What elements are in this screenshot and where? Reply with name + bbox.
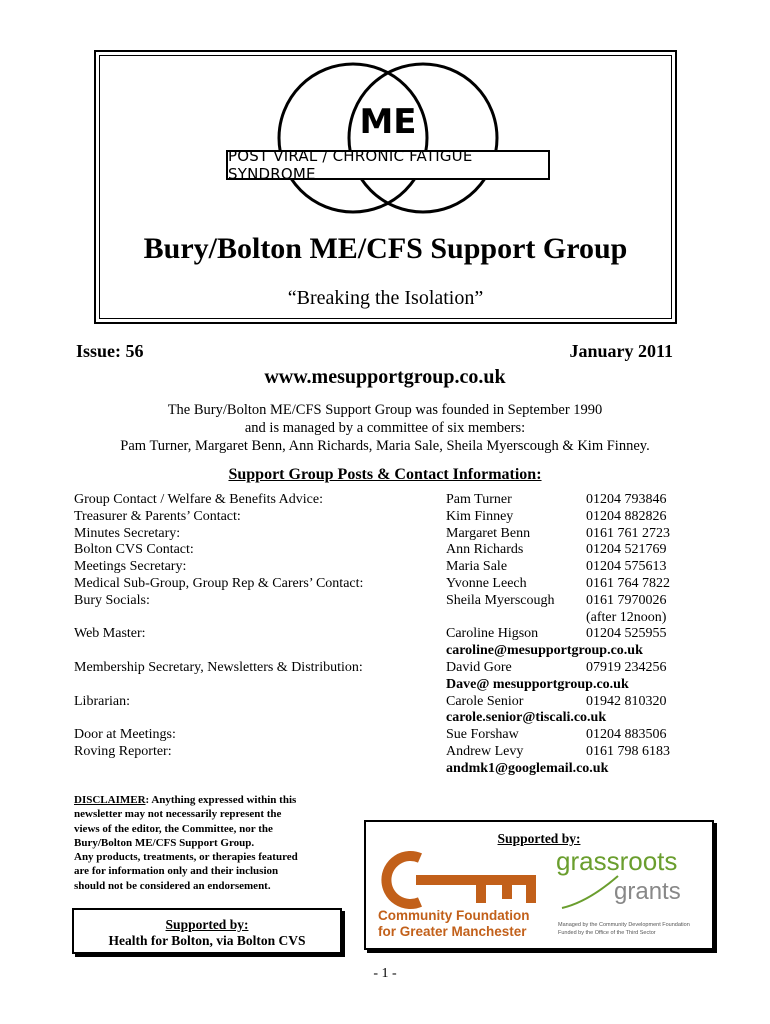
contact-phone: 07919 234256 [586,659,667,675]
contact-phone: 0161 798 6183 [586,743,670,759]
cfgm-line: for Greater Manchester [378,924,527,939]
contact-phone: 01204 793846 [586,492,667,507]
disclaimer-line: newsletter may not necessarily represent the [74,808,282,821]
disclaimer-line: Any products, treatments, or therapies featured [74,851,298,864]
contact-name: Pam Turner [446,492,512,507]
role-label: Bolton CVS Contact: [74,542,194,558]
contact-email[interactable]: Dave@ mesupportgroup.co.uk [446,676,629,692]
role-label [74,710,363,727]
role-label: Bury Socials: [74,592,150,608]
contact-email[interactable]: carole.senior@tiscali.co.uk [446,710,607,726]
contact-row [446,626,746,643]
contact-row [446,576,746,593]
disclaimer-line [74,793,344,807]
role-label: Web Master: [74,626,146,642]
page-title: Bury/Bolton ME/CFS Support Group [143,232,628,265]
role-label: Roving Reporter: [74,743,172,759]
contact-name: Margaret Benn [446,525,531,541]
contact-row [446,660,746,677]
page-number: - 1 - [373,966,397,981]
disclaimer-line: Bury/Bolton ME/CFS Support Group. [74,836,255,849]
intro-paragraph [0,401,770,455]
disclaimer-label: DISCLAIMER [74,794,146,806]
support-box-bolton [72,908,342,954]
logo-me-text: ME [359,102,417,142]
role-label: Librarian: [74,693,130,709]
contact-row [446,559,746,576]
contact-name: Sue Forshaw [446,727,519,743]
contact-name: Yvonne Leech [446,575,527,591]
issue-number: Issue: 56 [76,341,144,361]
cfgm-logo-text [378,908,529,940]
role-label: Door at Meetings: [74,727,176,743]
website-link[interactable]: www.mesupportgroup.co.uk [264,366,506,388]
role-label: Treasurer & Parents’ Contact: [74,508,241,524]
disclaimer-line: should not be considered an endorsement. [74,879,271,892]
contact-phone: 01204 525955 [586,626,667,642]
contact-row [446,542,746,559]
contact-email[interactable]: andmk1@googlemail.co.uk [446,760,609,776]
contact-name: Ann Richards [446,542,524,558]
contact-phone: 01204 883506 [586,727,667,743]
cfgm-key-icon [376,844,548,916]
contact-name: Sheila Myerscough [446,592,555,608]
intro-line: Pam Turner, Margaret Benn, Ann Richards, Maria Sale, Sheila Myerscough & Kim Finney. [120,438,650,454]
logo-band-text: POST VIRAL / CHRONIC FATIGUE SYNDROME [226,150,550,180]
page-subtitle: “Breaking the Isolation” [287,287,484,309]
contacts-list [446,492,746,778]
disclaimer-line: views of the editor, the Committee, nor the [74,822,273,835]
contact-name: David Gore [446,659,512,675]
role-label [74,643,363,660]
role-label: Membership Secretary, Newsletters & Distribution: [74,659,363,675]
role-label [74,610,363,627]
contact-phone-note: (after 12noon) [586,609,667,625]
contact-row [446,526,746,543]
intro-line: The Bury/Bolton ME/CFS Support Group was founded in September 1990 [167,402,603,418]
contact-name: Andrew Levy [446,743,524,759]
role-label: Group Contact / Welfare & Benefits Advice: [74,492,323,507]
grants-logo-text: grants [614,878,681,905]
contact-phone: 01204 575613 [586,559,667,575]
contact-row [446,744,746,761]
contact-phone: 0161 7970026 [586,592,667,608]
posts-heading: Support Group Posts & Contact Information: [228,466,542,483]
contact-row [446,727,746,744]
support-text: Health for Bolton, via Bolton CVS [108,933,306,948]
contact-email[interactable]: caroline@mesupportgroup.co.uk [446,643,643,659]
contact-name: Carole Senior [446,693,524,709]
contact-row [446,694,746,711]
grassroots-logo-text: grassroots [556,846,678,876]
contact-phone: 0161 761 2723 [586,525,670,541]
support-heading: Supported by: [497,831,581,846]
contact-phone: 01942 810320 [586,693,667,709]
contact-phone: 01204 521769 [586,542,667,558]
support-heading: Supported by: [165,917,249,932]
disclaimer-line: are for information only and their inclusion [74,865,279,878]
disclaimer [74,793,344,893]
me-logo [218,58,558,218]
contact-row [446,610,746,627]
intro-line: and is managed by a committee of six members: [244,420,526,436]
contact-row [446,509,746,526]
roles-list [74,492,363,761]
contact-row [446,593,746,610]
support-box-sponsors [364,820,714,950]
contact-name: Kim Finney [446,508,514,524]
grassroots-funded-text: Funded by the Office of the Third Sector [558,930,656,936]
contact-phone: 0161 764 7822 [586,575,670,591]
issue-date: January 2011 [569,341,673,361]
contact-row [446,492,746,509]
disclaimer-text: : Anything expressed within this [145,794,297,806]
contact-name: Maria Sale [446,559,508,575]
role-label: Medical Sub-Group, Group Rep & Carers’ Contact: [74,575,364,591]
role-label: Meetings Secretary: [74,559,187,575]
contact-name: Caroline Higson [446,626,539,642]
contact-phone: 01204 882826 [586,508,667,524]
cfgm-line: Community Foundation [378,908,530,923]
role-label [74,677,363,694]
role-label: Minutes Secretary: [74,525,181,541]
grassroots-managed-text: Managed by the Community Development Foundation [558,922,690,928]
